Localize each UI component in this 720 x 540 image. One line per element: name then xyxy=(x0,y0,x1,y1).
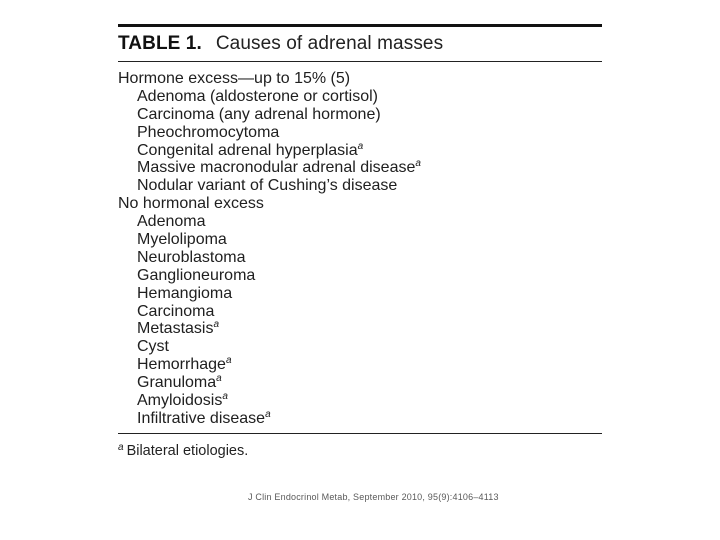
row-text: Hemangioma xyxy=(137,284,233,302)
section-heading: No hormonal excess xyxy=(118,195,264,213)
table-label: TABLE 1. xyxy=(118,33,202,54)
footnote-superscript: a xyxy=(216,373,222,385)
row-text: Congenital adrenal hyperplasia xyxy=(137,141,358,159)
table-footnote xyxy=(118,442,602,459)
row-text: Carcinoma (any adrenal hormone) xyxy=(137,105,381,123)
table-row xyxy=(118,374,602,392)
row-text: Cyst xyxy=(137,338,169,356)
table-row xyxy=(118,392,602,410)
table-title: Causes of adrenal masses xyxy=(215,33,444,54)
row-text: Nodular variant of Cushing’s disease xyxy=(137,177,398,195)
footnote-mark: a xyxy=(118,441,124,453)
footnote-superscript: a xyxy=(225,355,232,367)
footnote-text: Bilateral etiologies. xyxy=(126,442,249,459)
table-row xyxy=(118,142,602,160)
journal-citation: J Clin Endocrinol Metab, September 2010, 95(9):4106–4113 xyxy=(248,492,499,502)
footnote-superscript: a xyxy=(265,408,271,420)
row-text: Adenoma (aldosterone or cortisol) xyxy=(137,87,379,105)
table-bottom-rule xyxy=(118,433,602,434)
table-row xyxy=(118,249,602,267)
row-text: Pheochromocytoma xyxy=(137,123,280,141)
table-row xyxy=(118,338,602,356)
row-text: Metastasis xyxy=(137,320,214,338)
row-text: Granuloma xyxy=(137,374,217,392)
row-text: Hemorrhage xyxy=(137,356,226,374)
table-row xyxy=(118,410,602,428)
table-caption xyxy=(118,27,602,61)
table-row xyxy=(118,159,602,177)
row-text: Adenoma xyxy=(137,213,206,231)
table-row xyxy=(118,320,602,338)
table-row xyxy=(118,213,602,231)
footnote-superscript: a xyxy=(222,391,228,403)
footnote-superscript: a xyxy=(213,319,220,331)
table-row xyxy=(118,177,602,195)
footnote-superscript: a xyxy=(415,158,421,170)
table-row xyxy=(118,303,602,321)
row-text: Myelolipoma xyxy=(137,231,227,249)
table-row xyxy=(118,267,602,285)
row-text: Infiltrative disease xyxy=(137,409,266,427)
adrenal-masses-table xyxy=(118,24,602,459)
table-row xyxy=(118,231,602,249)
table-row xyxy=(118,356,602,374)
table-row xyxy=(118,285,602,303)
row-text: Neuroblastoma xyxy=(137,248,246,266)
row-text: Massive macronodular adrenal disease xyxy=(137,159,416,177)
row-text: Amyloidosis xyxy=(137,392,223,410)
table-header-rule xyxy=(118,61,602,62)
table-row xyxy=(118,124,602,142)
table-body xyxy=(118,70,602,428)
row-text: Ganglioneuroma xyxy=(137,266,256,284)
row-text: Carcinoma xyxy=(137,302,215,320)
table-row xyxy=(118,88,602,106)
section-heading: Hormone excess—up to 15% (5) xyxy=(118,70,351,87)
footnote-superscript: a xyxy=(357,140,364,152)
table-row xyxy=(118,106,602,124)
